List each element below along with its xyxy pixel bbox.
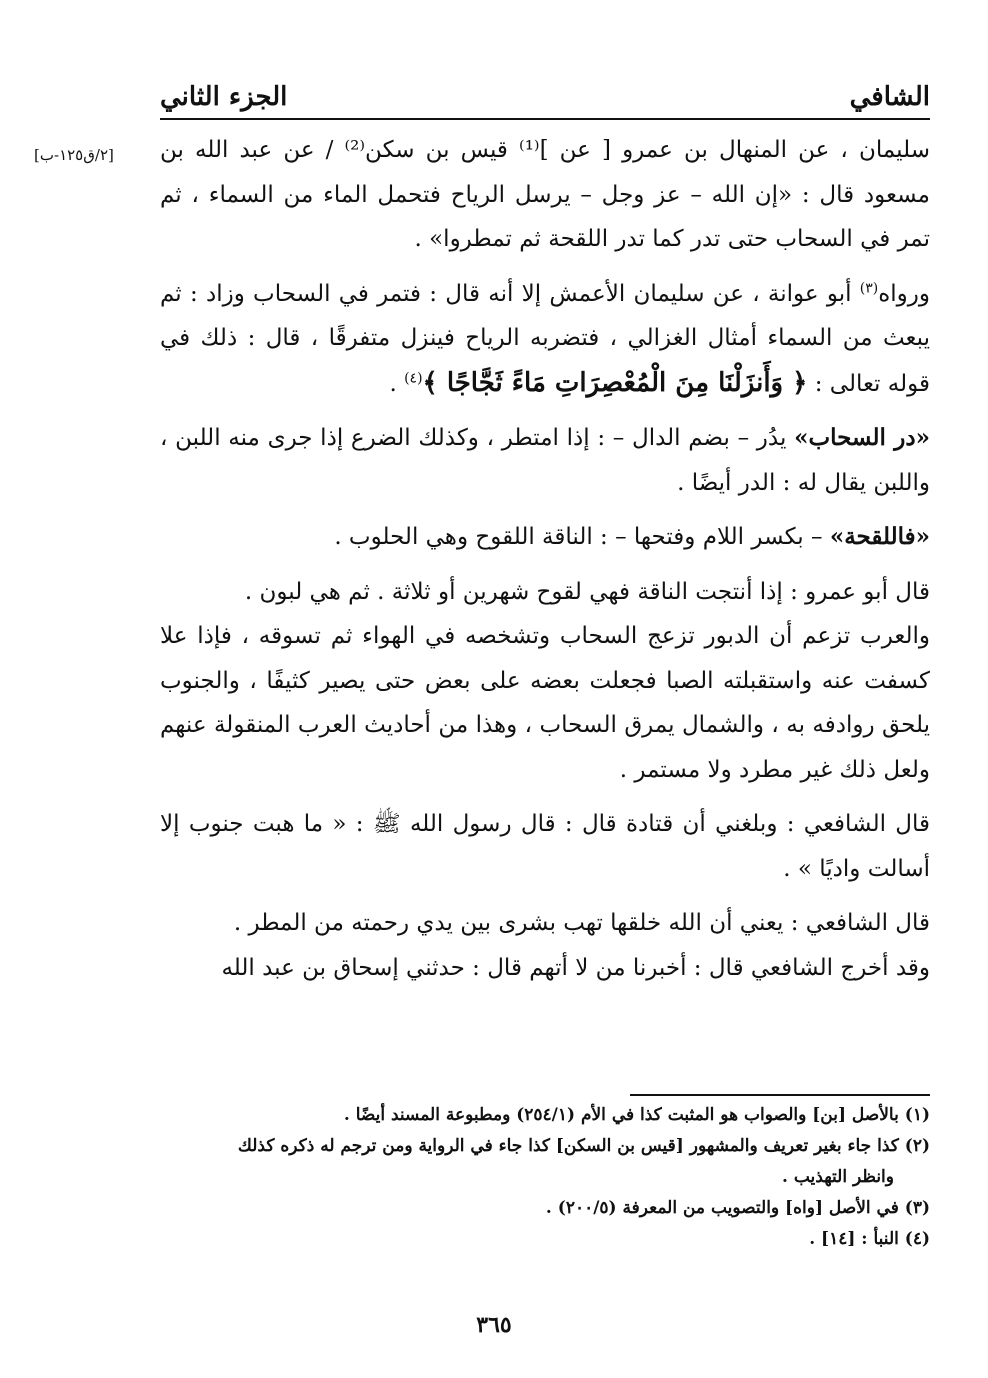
term-allaqha: «فاللقحة» (829, 523, 930, 550)
paragraph-4 (160, 515, 930, 560)
footnote-2-continued: وانظر التهذيب . (782, 1167, 894, 1187)
paragraph-2 (160, 272, 930, 407)
paragraph-7a: قال الشافعي : يعني أن الله خلقها تهب بشرى بين يدي رحمته من المطر . (233, 910, 930, 936)
paragraph-6: قال الشافعي : وبلغني أن قتادة قال : قال رسول الله ﷺ : « ما هبت جنوب إلا أسالت واديًا » . (160, 811, 930, 882)
header-book-title: الشافي (849, 82, 930, 112)
running-header (160, 62, 930, 120)
footnote-ref-4: (٤) (404, 369, 423, 386)
paragraph-3-text: يدُر – بضم الدال – : إذا امتطر ، وكذلك الضرع إذا جرى منه اللبن ، واللبن يقال له : الدر أيضًا . (160, 425, 930, 496)
footnote-2: (٢) كذا جاء بغير تعريف والمشهور [قيس بن السكن] كذا جاء في الرواية ومن ترجم له ذكره كذلك (237, 1136, 930, 1156)
footnote-ref-3: (٣) (859, 279, 879, 296)
paragraph-5b: والعرب تزعم أن الدبور تزعج السحاب وتشخصه في الهواء ثم تسوقه ، فإذا علا كسفت عنه واستقبلته الصبا فجعلت بعضه على بعض حتى يصير كثيفًا ، والجنوب يلحق روادفه به ، والشمال يمرق السحاب ، وهذا من أحاديث العرب المنقولة عنهم ولعل ذلك غير مطرد ولا مستمر . (160, 623, 930, 783)
main-text (160, 128, 930, 990)
footnotes (160, 1100, 930, 1255)
footnote-1: (١) بالأصل [بن] والصواب هو المثبت كذا في الأم (٢٥٤/١) ومطبوعة المسند أيضًا . (343, 1105, 930, 1125)
paragraph-1: سليمان ، عن المنهال بن عمرو [ عن ]⁽¹⁾ قيس بن سكن⁽²⁾ / عن عبد الله بن مسعود قال : «إن الله – عز وجل – يرسل الرياح فتحمل الماء من السماء ، ثم تمر في السحاب حتى تدر كما تدر اللقحة ثم تمطروا» . (160, 137, 930, 252)
term-dar-alsahab: «در السحاب» (794, 424, 931, 451)
quran-verse: ﴿ وَأَنزَلْنَا مِنَ الْمُعْصِرَاتِ مَاءً ثَجَّاجًا ﴾ (422, 367, 808, 398)
header-volume-title: الجزء الثاني (160, 82, 288, 112)
paragraph-2-start: ورواه (878, 280, 930, 307)
page-number: ٣٦٥ (476, 1312, 512, 1338)
footnote-4: (٤) النبأ : [١٤] . (809, 1229, 930, 1249)
paragraph-3 (160, 416, 930, 505)
paragraph-2-text: أبو عوانة ، عن سليمان الأعمش إلا أنه قال : فتمر في السحاب وزاد : ثم يبعث من السماء أمثال الغزالي ، فتضربه الرياح فينزل متفرقًا ، قال : ذلك في قوله تعالى : (160, 280, 930, 397)
manuscript-folio-note: [٢/ق١٢٥-ب] (34, 146, 114, 164)
paragraph-2-end: . (389, 370, 405, 397)
paragraph-4-text: – بكسر اللام وفتحها – : الناقة اللقوح وهي الحلوب . (334, 524, 830, 550)
paragraph-5a: قال أبو عمرو : إذا أنتجت الناقة فهي لقوح شهرين أو ثلاثة . ثم هي لبون . (244, 578, 930, 605)
footnote-3: (٣) في الأصل [واه] والتصويب من المعرفة (٢٠٠/٥) . (545, 1198, 930, 1218)
paragraph-7b: وقد أخرج الشافعي قال : أخبرنا من لا أتهم قال : حدثني إسحاق بن عبد الله (221, 954, 930, 981)
footnote-divider (630, 1094, 930, 1096)
